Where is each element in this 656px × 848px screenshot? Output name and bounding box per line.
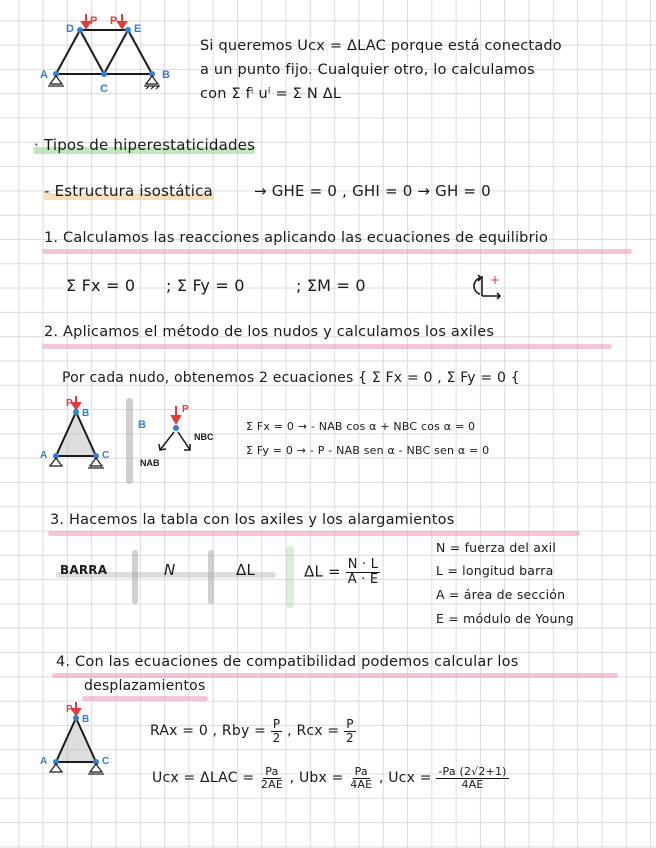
table-header-dl: ΔL [236,561,256,579]
ubx-den: 4AE [350,777,373,791]
svg-text:B: B [82,714,90,725]
svg-text:A: A [40,450,48,461]
ucx2-num: -Pa (2√2+1) [438,765,507,778]
dl-lhs: ΔL = [304,562,341,581]
types-heading: · Tipos de hiperestaticidades [34,136,256,154]
step3-underline [48,531,580,536]
rcx-den: 2 [346,730,354,745]
label-p2: P [110,15,118,27]
svg-text:B: B [82,408,90,419]
node-b-free-body [138,404,228,474]
ucx-lhs: Ucx = ΔLAC = [152,770,255,787]
rax: RAx = 0 [150,723,208,740]
divider-bar [126,398,133,484]
intro-line-3: con Σ fⁱ uⁱ = Σ N ΔL [200,86,342,102]
svg-text:C: C [102,756,110,767]
step2-eq-x: Σ Fx = 0 → - NAB cos α + NBC cos α = 0 [246,420,476,433]
ubx-fraction [348,766,374,790]
ucx-fraction [259,766,285,790]
intro-line-1: Si queremos Ucx = ΔLAC porque está conectado [200,38,562,54]
svg-text:A: A [40,756,48,767]
step4-underline-2 [82,696,208,701]
legend-e: E = módulo de Young [436,611,574,626]
moment-sign-icon [470,272,510,302]
label-d: D [66,23,74,35]
rcx-lhs: , Rcx = [287,723,340,740]
step2-text: 2. Aplicamos el método de los nudos y calculamos los axiles [44,324,495,340]
ucx-den: 2AE [260,777,283,791]
isostatic-label: - Estructura isostática [44,182,213,200]
table-header-barra: BARRA [60,563,108,577]
svg-text:+: + [490,273,501,287]
table-divider-1 [132,550,138,604]
free-body-nbc: NBC [194,432,214,442]
step2-sub: Por cada nudo, obtenemos 2 ecuaciones { Σ Fx = 0 , Σ Fy = 0 { [62,370,520,386]
rcx-num: P [346,717,354,731]
step4-text-2: desplazamientos [84,678,206,694]
truss-triangle-step4 [36,702,126,782]
dl-fraction [346,558,381,586]
dl-formula [304,558,380,586]
rby-fraction [271,718,283,744]
step1-eq3: ; ΣM = 0 [296,276,366,295]
step1-eq1: Σ Fx = 0 [66,276,136,295]
rby-num: P [272,717,281,731]
step1-eq2: ; Σ Fy = 0 [166,276,245,295]
step1-text: 1. Calculamos las reacciones aplicando las ecuaciones de equilibrio [44,230,549,246]
truss-diagram-top [36,12,176,102]
label-p1: P [90,15,98,27]
step2-eq-y: Σ Fy = 0 → - P - NAB sen α - NBC sen α = 0 [246,444,490,457]
ucx2-den: 4AE [461,777,484,791]
free-body-nab: NAB [140,458,160,468]
dl-numerator: N · L [347,557,379,572]
ubx-lhs: , Ubx = [289,770,344,787]
isostatic-formula: → GHE = 0 , GHI = 0 → GH = 0 [254,182,491,200]
table-divider-2 [208,550,214,604]
table-divider-3 [286,546,294,608]
step3-text: 3. Hacemos la tabla con los axiles y los alargamientos [50,512,455,528]
svg-text:P: P [182,404,189,415]
intro-line-2: a un punto fijo. Cualquier otro, lo calculamos [200,62,535,78]
label-a: A [40,69,48,81]
ucx2-lhs: , Ucx = [378,770,432,787]
reactions-line [150,718,356,744]
step1-underline [42,249,632,254]
rby-lhs: , Rby = [212,723,267,740]
ucx2-fraction [436,766,508,790]
legend-n: N = fuerza del axil [436,540,556,555]
svg-text:P: P [66,704,73,715]
svg-text:P: P [66,398,73,409]
label-b: B [162,69,170,81]
svg-text:C: C [102,450,110,461]
free-body-node-b: B [138,419,146,431]
label-e: E [134,23,142,35]
step4-text: 4. Con las ecuaciones de compatibilidad podemos calcular los [56,654,519,670]
rby-den: 2 [272,730,281,745]
dl-denominator: A · E [347,571,379,587]
legend-a: A = área de sección [436,587,566,602]
rcx-fraction [344,718,356,744]
ucx-num: Pa [265,765,279,778]
step2-underline [42,344,612,349]
label-c: C [100,83,108,95]
ubx-num: Pa [354,765,368,778]
truss-triangle-step2 [36,396,126,476]
table-header-n: N [164,561,176,579]
legend-l: L = longitud barra [436,563,554,578]
displacements-line [152,766,509,790]
